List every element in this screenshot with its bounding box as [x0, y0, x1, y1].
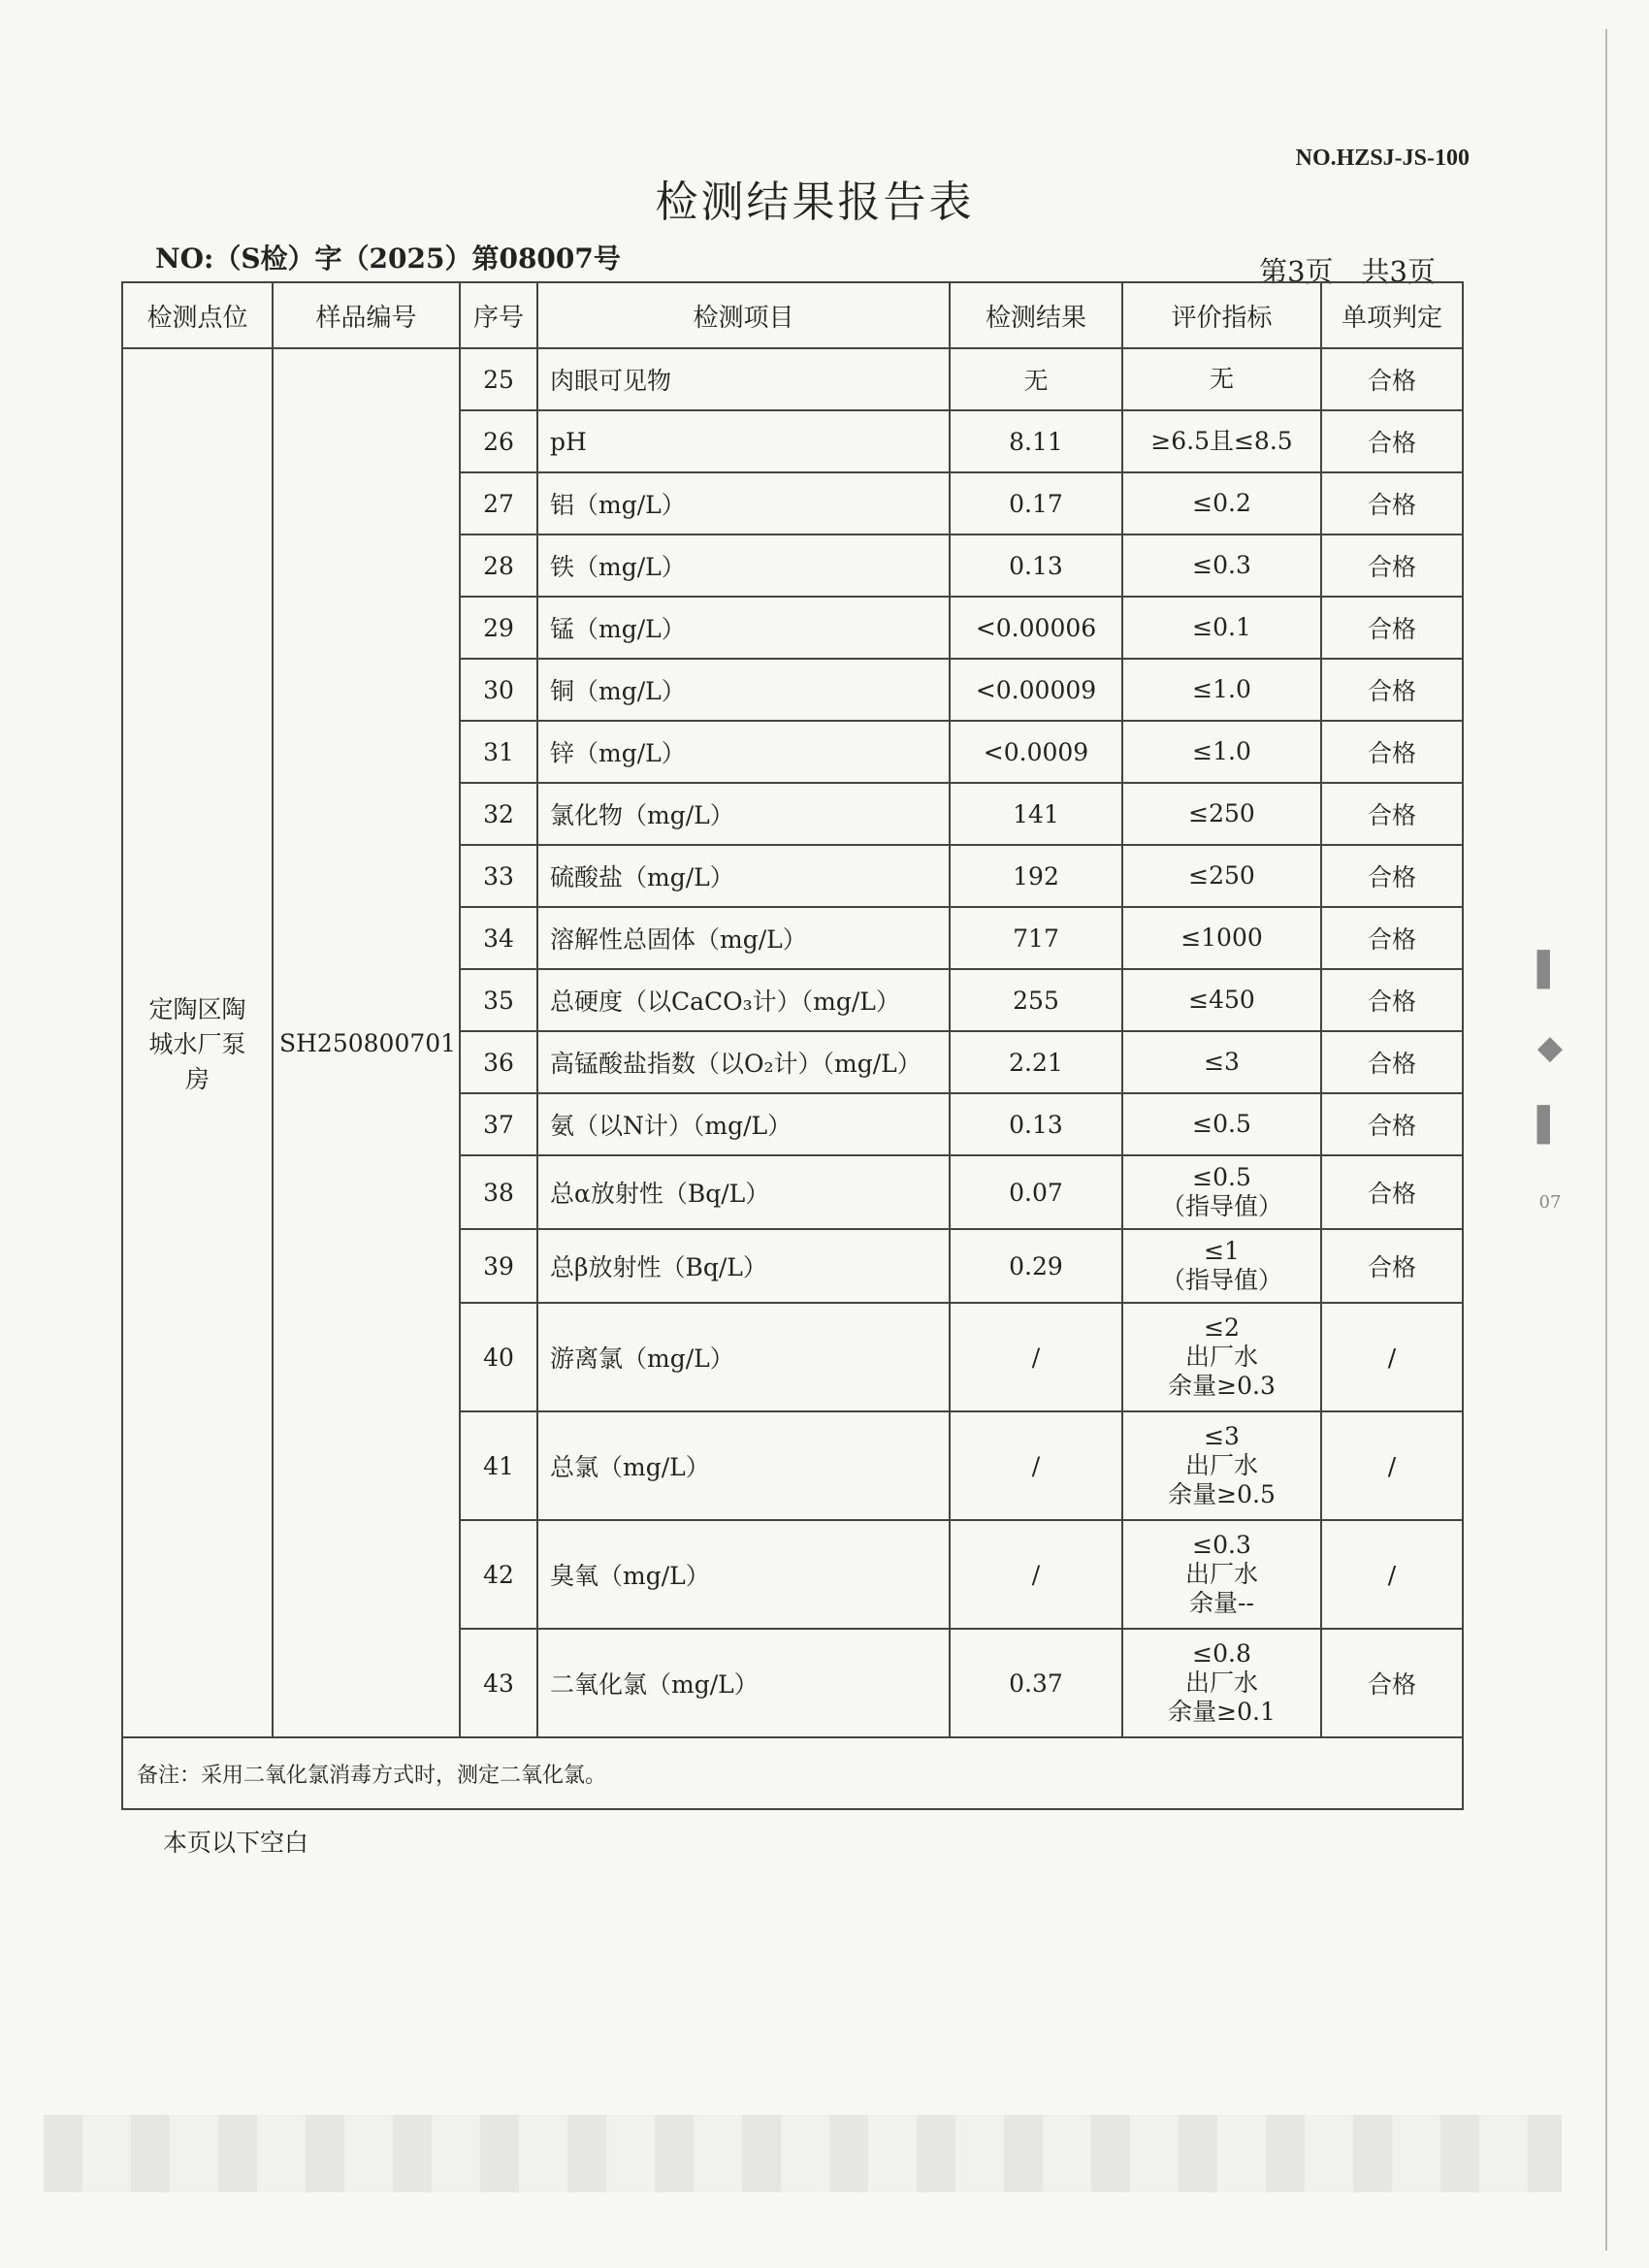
- seq-cell: 40: [460, 1303, 537, 1411]
- criteria-line: ≤1000: [1180, 923, 1263, 952]
- seq-cell: 27: [460, 472, 537, 535]
- seq-cell: 30: [460, 659, 537, 721]
- item-cell: 高锰酸盐指数（以O₂计）（mg/L）: [537, 1031, 950, 1093]
- result-cell: 8.11: [950, 410, 1122, 472]
- judgement-cell: 合格: [1321, 659, 1463, 721]
- table-row: [122, 348, 1463, 410]
- criteria-line: 余量≥0.1: [1168, 1698, 1276, 1726]
- document-code: NO.HZSJ-JS-100: [1295, 146, 1470, 171]
- col-header-criteria: 评价指标: [1122, 282, 1321, 348]
- criteria-cell: [1122, 348, 1321, 410]
- seq-cell: 26: [460, 410, 537, 472]
- item-cell: 游离氯（mg/L）: [537, 1303, 950, 1411]
- criteria-line: ≤0.1: [1192, 613, 1251, 641]
- seal-fragment: ▌ ◆ ▌ 07: [1536, 951, 1564, 1213]
- criteria-line: 余量≥0.3: [1168, 1372, 1276, 1400]
- col-header-site: 检测点位: [122, 282, 273, 348]
- criteria-cell: [1122, 1031, 1321, 1093]
- criteria-line: ≤3: [1204, 1422, 1240, 1450]
- col-header-sample-id: 样品编号: [273, 282, 460, 348]
- item-cell: 总β放射性（Bq/L）: [537, 1229, 950, 1303]
- criteria-line: ≤450: [1188, 986, 1255, 1014]
- item-cell: 总硬度（以CaCO₃计）（mg/L）: [537, 969, 950, 1031]
- criteria-cell: [1122, 535, 1321, 597]
- item-cell: 总α放射性（Bq/L）: [537, 1155, 950, 1229]
- seq-cell: 35: [460, 969, 537, 1031]
- results-table: [121, 281, 1464, 1810]
- col-header-seq: 序号: [460, 282, 537, 348]
- seq-cell: 32: [460, 783, 537, 845]
- seq-cell: 39: [460, 1229, 537, 1303]
- result-cell: /: [950, 1411, 1122, 1520]
- criteria-cell: [1122, 721, 1321, 783]
- item-cell: 铁（mg/L）: [537, 535, 950, 597]
- criteria-line: （指导值）: [1160, 1266, 1282, 1294]
- criteria-cell: [1122, 1093, 1321, 1155]
- remark-text: 备注：采用二氧化氯消毒方式时，测定二氧化氯。: [122, 1737, 1463, 1809]
- judgement-cell: 合格: [1321, 721, 1463, 783]
- judgement-cell: /: [1321, 1520, 1463, 1629]
- table-header-row: [122, 282, 1463, 348]
- criteria-line: （指导值）: [1160, 1192, 1282, 1220]
- criteria-line: ≤1: [1204, 1237, 1240, 1265]
- criteria-line: 出厂水: [1184, 1669, 1258, 1697]
- criteria-line: ≤1.0: [1192, 737, 1251, 765]
- criteria-line: 出厂水: [1184, 1343, 1258, 1371]
- criteria-cell: [1122, 783, 1321, 845]
- result-cell: 141: [950, 783, 1122, 845]
- criteria-line: ≤250: [1188, 799, 1255, 827]
- page-info: 第3页 共3页: [1259, 255, 1436, 288]
- remark-row: [122, 1737, 1463, 1809]
- result-cell: 255: [950, 969, 1122, 1031]
- judgement-cell: 合格: [1321, 1155, 1463, 1229]
- item-cell: 锌（mg/L）: [537, 721, 950, 783]
- item-cell: 氯化物（mg/L）: [537, 783, 950, 845]
- seq-cell: 38: [460, 1155, 537, 1229]
- criteria-line: 出厂水: [1184, 1560, 1258, 1588]
- judgement-cell: 合格: [1321, 1229, 1463, 1303]
- result-cell: 0.13: [950, 1093, 1122, 1155]
- blank-page-note: 本页以下空白: [163, 1829, 309, 1857]
- result-cell: 无: [950, 348, 1122, 410]
- seq-cell: 33: [460, 845, 537, 907]
- criteria-line: ≤3: [1204, 1048, 1240, 1076]
- item-cell: pH: [537, 410, 950, 472]
- result-cell: <0.0009: [950, 721, 1122, 783]
- result-cell: 192: [950, 845, 1122, 907]
- criteria-line: ≤0.5: [1192, 1163, 1251, 1191]
- col-header-item: 检测项目: [537, 282, 950, 348]
- criteria-cell: [1122, 1629, 1321, 1737]
- item-cell: 臭氧（mg/L）: [537, 1520, 950, 1629]
- judgement-cell: 合格: [1321, 783, 1463, 845]
- result-cell: 2.21: [950, 1031, 1122, 1093]
- seq-cell: 41: [460, 1411, 537, 1520]
- judgement-cell: 合格: [1321, 845, 1463, 907]
- criteria-cell: [1122, 845, 1321, 907]
- criteria-line: 无: [1209, 365, 1234, 393]
- result-cell: /: [950, 1520, 1122, 1629]
- result-cell: 0.07: [950, 1155, 1122, 1229]
- judgement-cell: 合格: [1321, 535, 1463, 597]
- seq-cell: 34: [460, 907, 537, 969]
- report-title: 检测结果报告表: [655, 178, 975, 227]
- judgement-cell: 合格: [1321, 1031, 1463, 1093]
- result-cell: 717: [950, 907, 1122, 969]
- site-cell: 定陶区陶城水厂泵房: [122, 348, 273, 1737]
- judgement-cell: 合格: [1321, 907, 1463, 969]
- judgement-cell: 合格: [1321, 597, 1463, 659]
- judgement-cell: 合格: [1321, 1093, 1463, 1155]
- item-cell: 总氯（mg/L）: [537, 1411, 950, 1520]
- col-header-result: 检测结果: [950, 282, 1122, 348]
- result-cell: <0.00009: [950, 659, 1122, 721]
- seq-cell: 37: [460, 1093, 537, 1155]
- criteria-cell: [1122, 1411, 1321, 1520]
- seq-cell: 28: [460, 535, 537, 597]
- item-cell: 硫酸盐（mg/L）: [537, 845, 950, 907]
- criteria-line: ≤0.5: [1192, 1110, 1251, 1138]
- criteria-cell: [1122, 907, 1321, 969]
- criteria-line: 余量--: [1189, 1589, 1254, 1617]
- judgement-cell: 合格: [1321, 1629, 1463, 1737]
- scan-shading: [44, 2115, 1562, 2192]
- page-edge: [1605, 29, 1607, 2251]
- item-cell: 锰（mg/L）: [537, 597, 950, 659]
- criteria-cell: [1122, 1229, 1321, 1303]
- seq-cell: 36: [460, 1031, 537, 1093]
- item-cell: 溶解性总固体（mg/L）: [537, 907, 950, 969]
- result-cell: 0.17: [950, 472, 1122, 535]
- seq-cell: 31: [460, 721, 537, 783]
- seq-cell: 42: [460, 1520, 537, 1629]
- seq-cell: 29: [460, 597, 537, 659]
- result-cell: 0.37: [950, 1629, 1122, 1737]
- criteria-line: ≥6.5且≤8.5: [1150, 427, 1293, 455]
- seq-cell: 43: [460, 1629, 537, 1737]
- seq-cell: 25: [460, 348, 537, 410]
- result-cell: /: [950, 1303, 1122, 1411]
- item-cell: 铝（mg/L）: [537, 472, 950, 535]
- result-cell: 0.13: [950, 535, 1122, 597]
- criteria-line: ≤2: [1204, 1313, 1240, 1342]
- judgement-cell: 合格: [1321, 410, 1463, 472]
- judgement-cell: /: [1321, 1411, 1463, 1520]
- item-cell: 氨（以N计）（mg/L）: [537, 1093, 950, 1155]
- report-number: NO:（S检）字（2025）第08007号: [155, 243, 621, 275]
- item-cell: 铜（mg/L）: [537, 659, 950, 721]
- criteria-line: ≤0.3: [1192, 551, 1251, 579]
- criteria-cell: [1122, 410, 1321, 472]
- col-header-judgement: 单项判定: [1321, 282, 1463, 348]
- criteria-line: ≤0.3: [1192, 1531, 1251, 1559]
- judgement-cell: 合格: [1321, 472, 1463, 535]
- item-cell: 二氧化氯（mg/L）: [537, 1629, 950, 1737]
- criteria-line: ≤0.2: [1192, 489, 1251, 517]
- criteria-cell: [1122, 472, 1321, 535]
- criteria-line: ≤0.8: [1192, 1639, 1251, 1668]
- item-cell: 肉眼可见物: [537, 348, 950, 410]
- result-cell: 0.29: [950, 1229, 1122, 1303]
- result-cell: <0.00006: [950, 597, 1122, 659]
- judgement-cell: /: [1321, 1303, 1463, 1411]
- criteria-cell: [1122, 1155, 1321, 1229]
- criteria-cell: [1122, 597, 1321, 659]
- criteria-line: 出厂水: [1184, 1451, 1258, 1479]
- criteria-cell: [1122, 1520, 1321, 1629]
- criteria-cell: [1122, 1303, 1321, 1411]
- sample-id-cell: SH250800701: [273, 348, 460, 1737]
- criteria-cell: [1122, 659, 1321, 721]
- judgement-cell: 合格: [1321, 969, 1463, 1031]
- judgement-cell: 合格: [1321, 348, 1463, 410]
- criteria-line: ≤250: [1188, 861, 1255, 890]
- criteria-line: 余量≥0.5: [1168, 1480, 1276, 1508]
- criteria-line: ≤1.0: [1192, 675, 1251, 703]
- criteria-cell: [1122, 969, 1321, 1031]
